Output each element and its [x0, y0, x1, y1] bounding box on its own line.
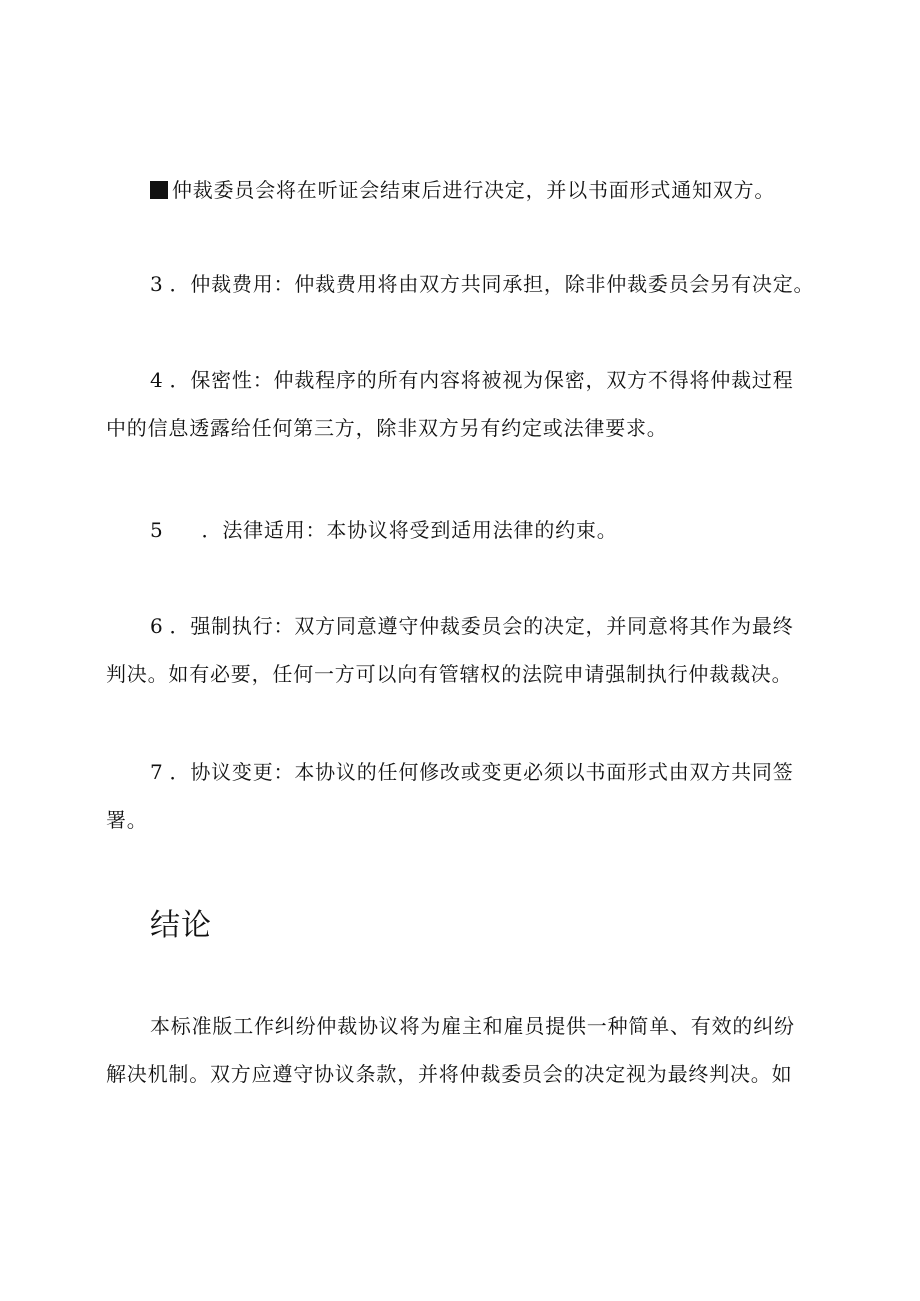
- item-6-line-1: [150, 612, 794, 640]
- item-7-line-2: [106, 806, 148, 834]
- item-7-text-2: 署。: [106, 808, 148, 832]
- item-4-text-2: 中的信息透露给任何第三方，除非双方另有约定或法律要求。: [106, 416, 668, 440]
- item-7-text-1: ．协议变更：本协议的任何修改或变更必须以书面形式由双方共同签: [169, 760, 794, 784]
- item-5-number: 5: [150, 518, 164, 542]
- bullet-paragraph: [150, 176, 775, 204]
- item-6-line-2: [106, 660, 792, 688]
- item-4-line-1: [150, 366, 794, 394]
- conclusion-line-2: [106, 1060, 792, 1088]
- item-4-text-1: ．保密性：仲裁程序的所有内容将被视为保密，双方不得将仲裁过程: [169, 368, 794, 392]
- conclusion-text-1: 本标准版工作纠纷仲裁协议将为雇主和雇员提供一种简单、有效的纠纷: [150, 1014, 795, 1038]
- item-6-text-2: 判决。如有必要，任何一方可以向有管辖权的法院申请强制执行仲裁裁决。: [106, 662, 793, 686]
- item-7-number: 7: [150, 760, 164, 784]
- item-5-paragraph: [150, 516, 618, 544]
- item-6-number: 6: [150, 614, 164, 638]
- bullet-text: 仲裁委员会将在听证会结束后进行决定，并以书面形式通知双方。: [172, 178, 776, 202]
- item-6-text-1: ．强制执行：双方同意遵守仲裁委员会的决定，并同意将其作为最终: [169, 614, 794, 638]
- item-7-line-1: [150, 758, 794, 786]
- item-3-number: 3: [150, 272, 164, 296]
- section-heading-conclusion: 结论: [150, 908, 212, 943]
- item-5-text: ．法律适用：本协议将受到适用法律的约束。: [201, 518, 618, 542]
- item-3-paragraph: [150, 270, 814, 298]
- conclusion-line-1: [150, 1012, 795, 1040]
- square-bullet-icon: [150, 181, 168, 199]
- item-4-line-2: [106, 414, 668, 442]
- item-4-number: 4: [150, 368, 164, 392]
- item-3-text: ．仲裁费用：仲裁费用将由双方共同承担，除非仲裁委员会另有决定。: [169, 272, 815, 296]
- conclusion-text-2: 解决机制。双方应遵守协议条款，并将仲裁委员会的决定视为最终判决。如: [106, 1062, 793, 1086]
